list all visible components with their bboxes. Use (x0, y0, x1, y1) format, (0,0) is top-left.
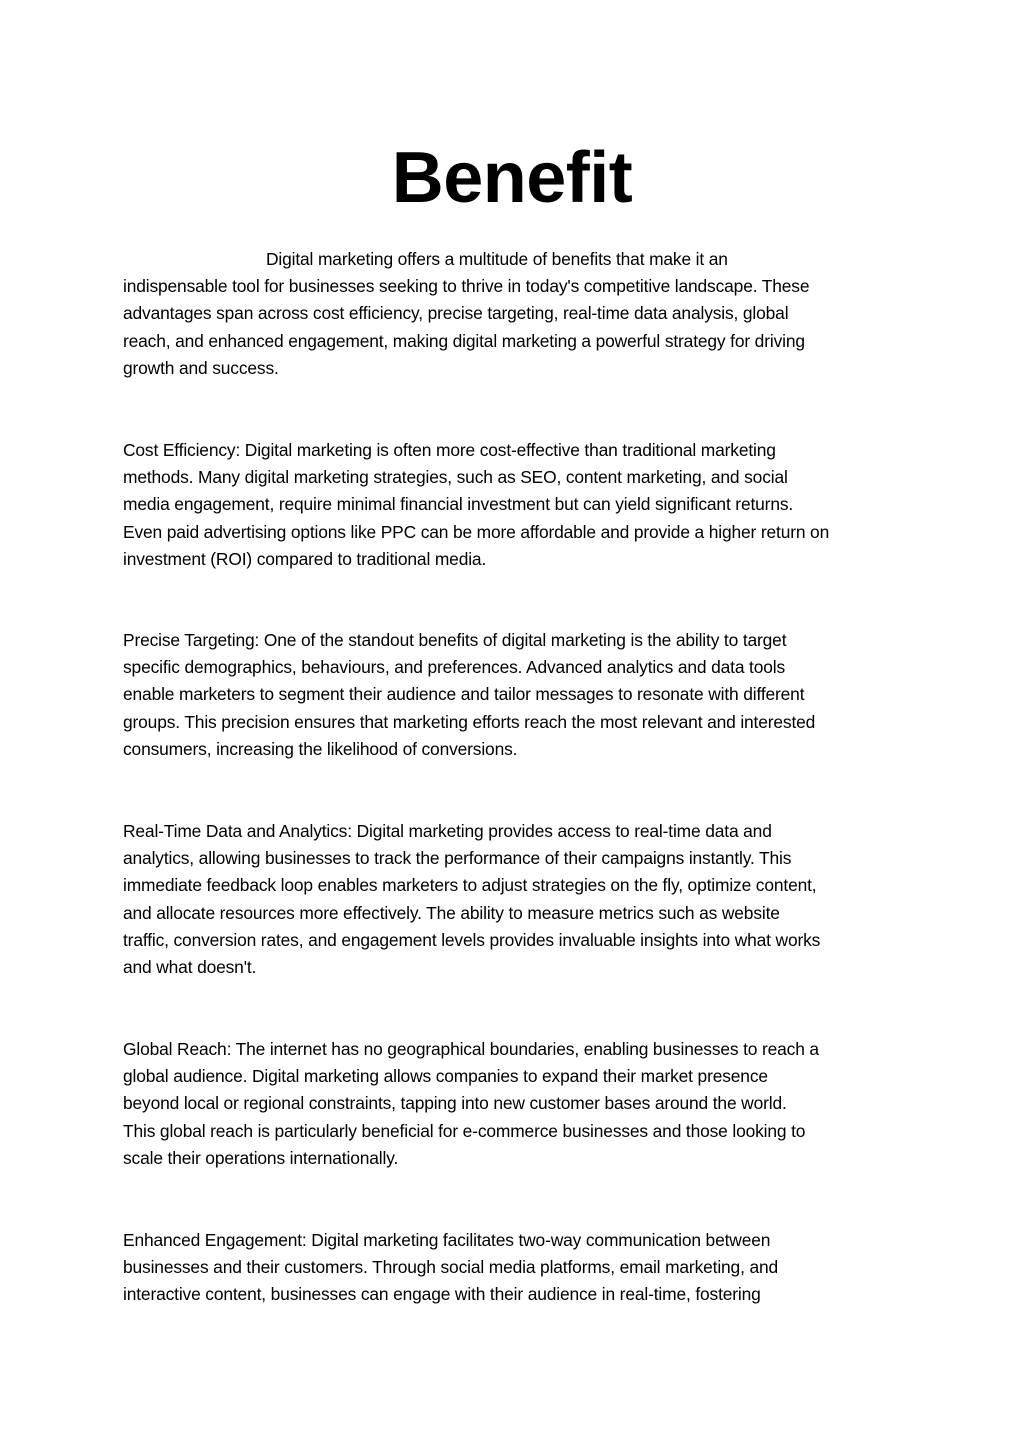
paragraph-line: traffic, conversion rates, and engagement levels provides invaluable insights into what works (123, 929, 821, 950)
paragraph-cost-efficiency (123, 437, 913, 573)
paragraph-line: analytics, allowing businesses to track the performance of their campaigns instantly. This (123, 848, 792, 869)
paragraph-line: Real-Time Data and Analytics: Digital marketing provides access to real-time data and (123, 821, 772, 841)
paragraph-line: specific demographics, behaviours, and preferences. Advanced analytics and data tools (123, 657, 786, 678)
paragraph-line: interactive content, businesses can engage with their audience in real-time, fostering (123, 1284, 761, 1305)
paragraph-line: Precise Targeting: One of the standout benefits of digital marketing is the ability to target (123, 630, 787, 650)
paragraph-line: indispensable tool for businesses seeking to thrive in today's competitive landscape. These (123, 276, 810, 297)
paragraph-line: global audience. Digital marketing allows companies to expand their market presence (123, 1066, 768, 1087)
paragraph-line: methods. Many digital marketing strategies, such as SEO, content marketing, and social (123, 467, 788, 488)
paragraph-line: Cost Efficiency: Digital marketing is often more cost-effective than traditional marketing (123, 440, 776, 460)
paragraph-line: beyond local or regional constraints, tapping into new customer bases around the world. (123, 1093, 787, 1114)
paragraph-line: and what doesn't. (123, 957, 257, 978)
paragraph-real-time-data (123, 818, 913, 981)
paragraph-line: Enhanced Engagement: Digital marketing facilitates two-way communication between (123, 1230, 771, 1250)
paragraph-line: reach, and enhanced engagement, making digital marketing a powerful strategy for driving (123, 330, 805, 351)
paragraph-line: and allocate resources more effectively. The ability to measure metrics such as website (123, 902, 780, 923)
paragraph-intro (123, 246, 913, 382)
paragraph-line: scale their operations internationally. (123, 1147, 399, 1168)
paragraph-enhanced-engagement (123, 1227, 913, 1309)
paragraph-line: This global reach is particularly beneficial for e-commerce businesses and those looking to (123, 1120, 806, 1141)
paragraph-line: enable marketers to segment their audience and tailor messages to resonate with different (123, 684, 805, 705)
paragraph-line: groups. This precision ensures that marketing efforts reach the most relevant and interested (123, 711, 816, 732)
paragraph-line: media engagement, require minimal financial investment but can yield significant returns. (123, 494, 794, 515)
paragraph-line: consumers, increasing the likelihood of conversions. (123, 738, 518, 759)
paragraph-line: immediate feedback loop enables marketers to adjust strategies on the fly, optimize content, (123, 875, 817, 896)
paragraph-line: Global Reach: The internet has no geographical boundaries, enabling businesses to reach a (123, 1039, 819, 1059)
paragraph-line: businesses and their customers. Through social media platforms, email marketing, and (123, 1257, 779, 1278)
page-title: Benefit (391, 138, 633, 218)
paragraph-line: investment (ROI) compared to traditional media. (123, 548, 487, 569)
paragraph-line: growth and success. (123, 357, 279, 378)
paragraph-line: Digital marketing offers a multitude of benefits that make it an (266, 249, 728, 269)
paragraph-line: Even paid advertising options like PPC can be more affordable and provide a higher return on (123, 521, 830, 542)
paragraph-global-reach (123, 1036, 913, 1172)
paragraph-line: advantages span across cost efficiency, precise targeting, real-time data analysis, global (123, 303, 789, 324)
paragraph-precise-targeting (123, 627, 913, 763)
